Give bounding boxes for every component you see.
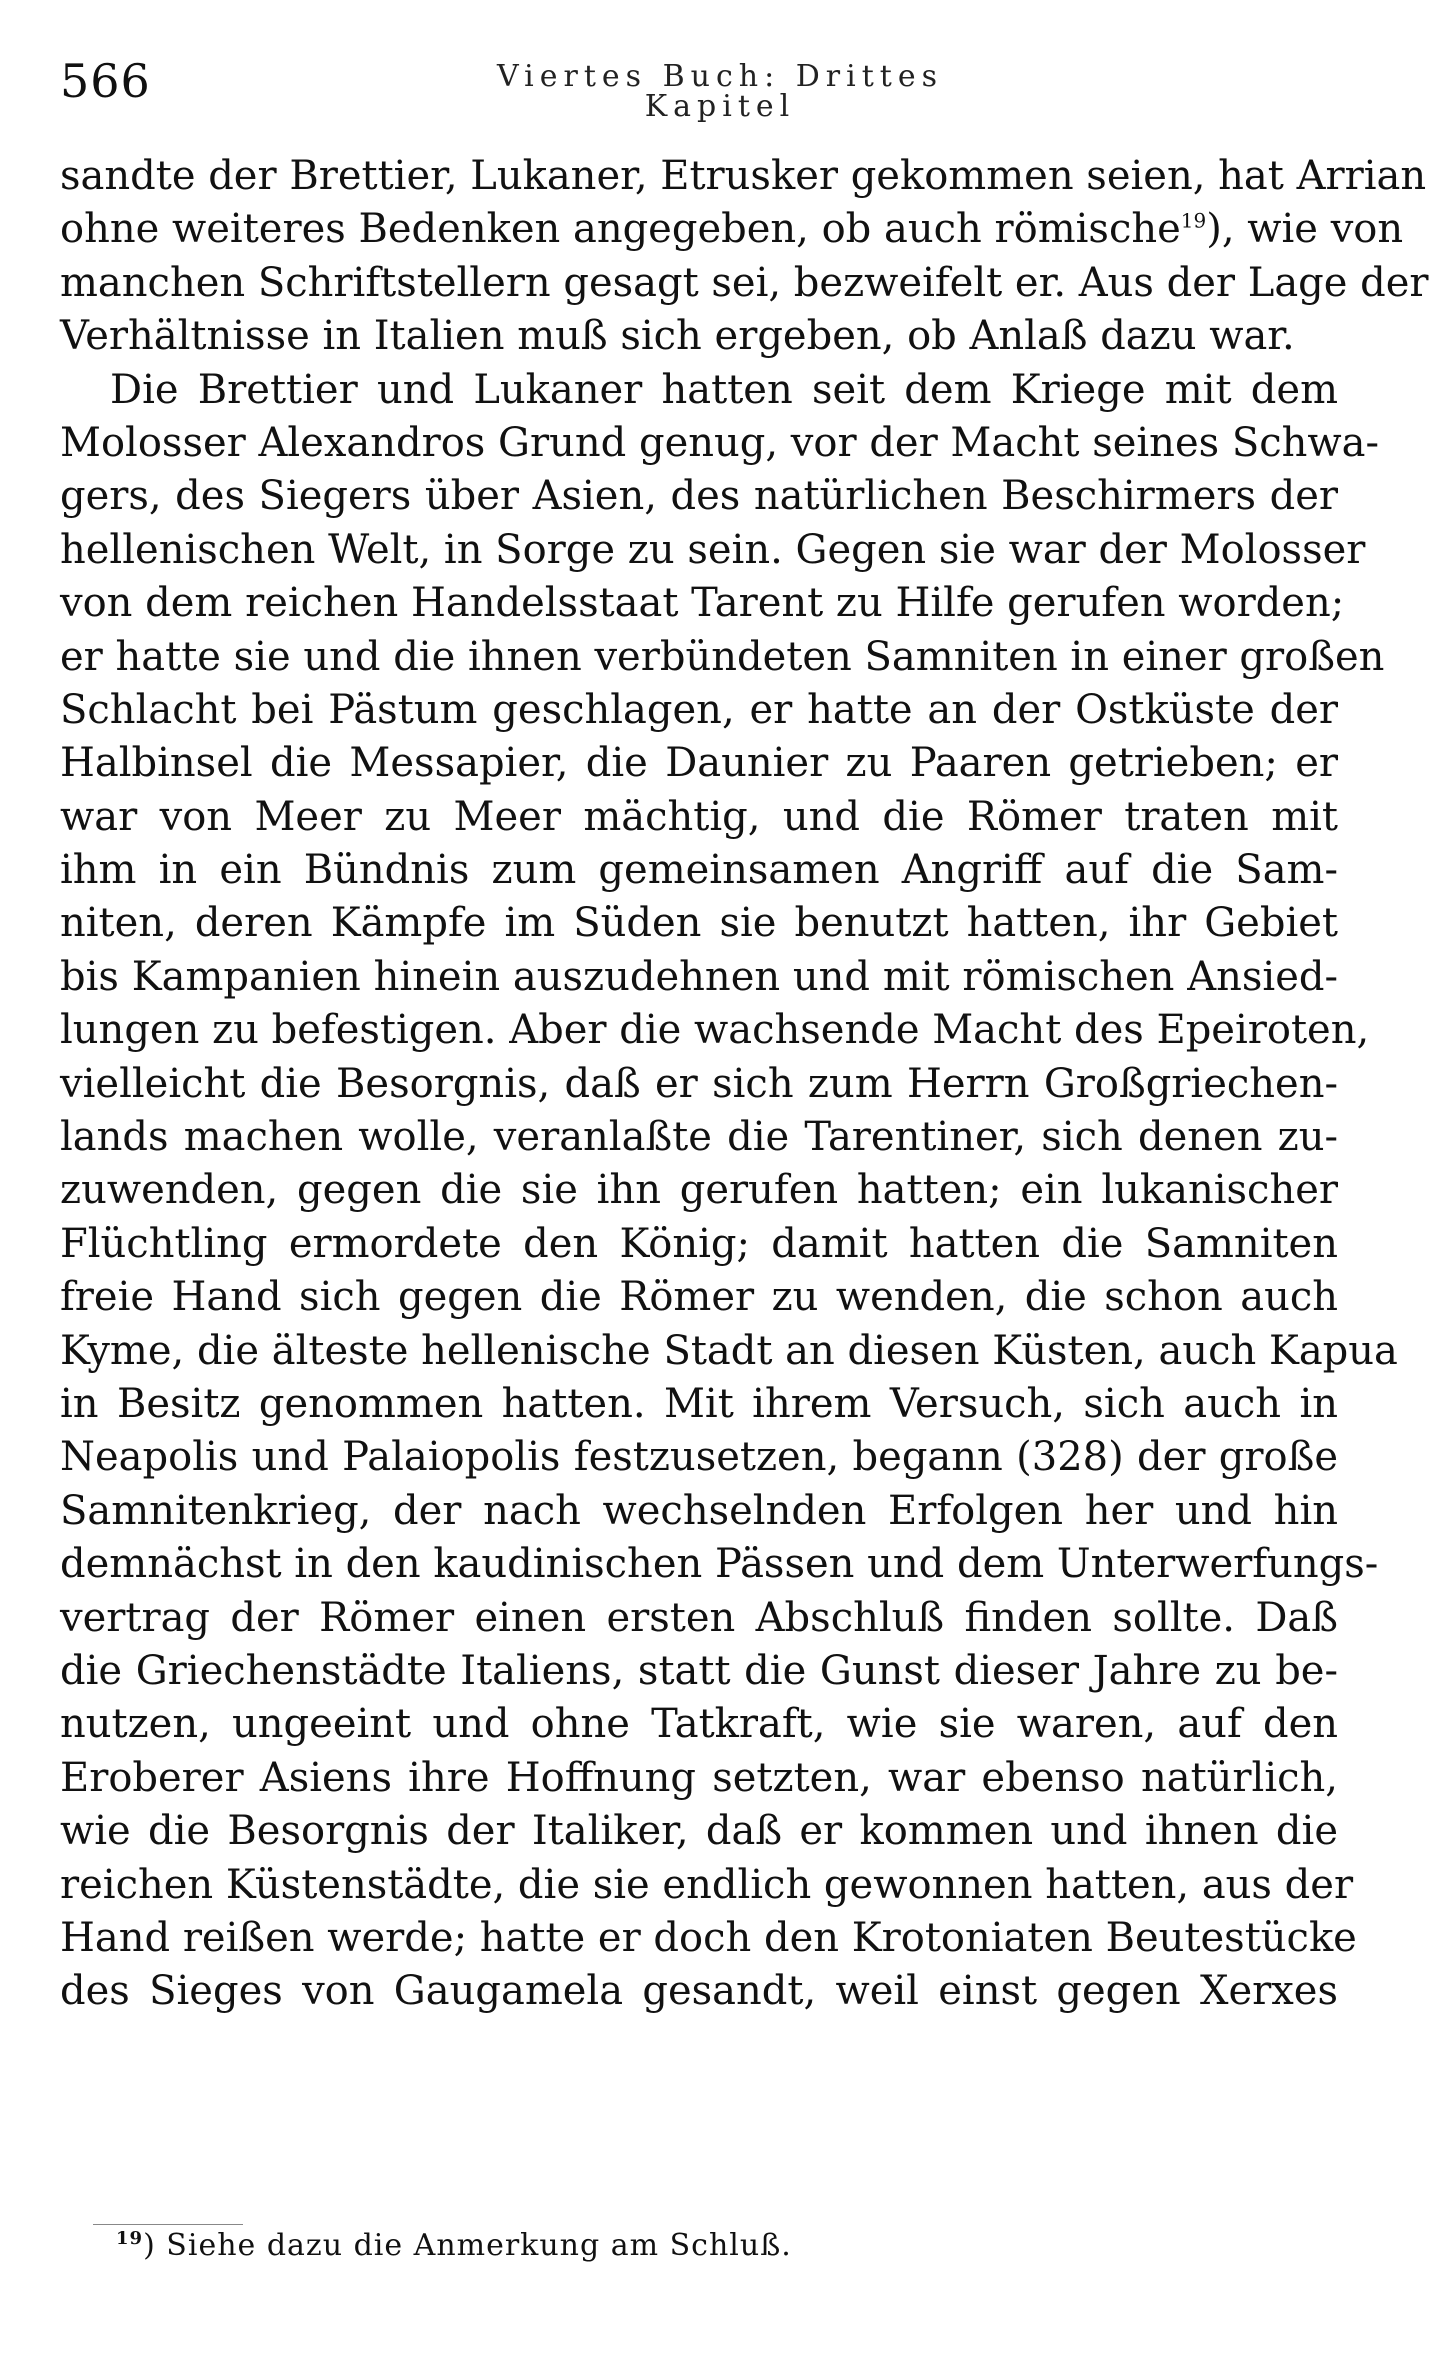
text-line: Schlacht bei Pästum geschlagen, er hatte an der Ostküste der	[60, 686, 1338, 733]
text-line: des Sieges von Gaugamela gesandt, weil einst gegen Xerxes	[60, 1968, 1338, 2015]
text-line: freie Hand sich gegen die Römer zu wenden, die schon auch	[60, 1274, 1338, 1321]
text-line: er hatte sie und die ihnen verbündeten Samniten in einer großen	[60, 633, 1385, 680]
text-line: zuwenden, gegen die sie ihn gerufen hatten; ein lukanischer	[60, 1167, 1338, 1214]
footnote-text: ) Siehe dazu die Anmerkung am Schluß.	[143, 2228, 792, 2263]
text-line: Die Brettier und Lukaner hatten seit dem Kriege mit dem	[110, 366, 1338, 413]
text-line: nutzen, ungeeint und ohne Tatkraft, wie sie waren, auf den	[60, 1701, 1338, 1748]
text-line: niten, deren Kämpfe im Süden sie benutzt hatten, ihr Gebiet	[60, 900, 1338, 947]
text-line-end: ), wie von	[1206, 206, 1404, 253]
text-line: Molosser Alexandros Grund genug, vor der Macht seines Schwa-	[60, 419, 1380, 466]
text-line-start: ohne weiteres Bedenken angegeben, ob auch römische	[60, 206, 1181, 253]
text-line: in Besitz genommen hatten. Mit ihrem Versuch, sich auch in	[60, 1380, 1338, 1427]
text-line: gers, des Siegers über Asien, des natürlichen Beschirmers der	[60, 473, 1338, 520]
footnote-divider	[93, 2224, 243, 2225]
text-line: Eroberer Asiens ihre Hoffnung setzten, war ebenso natürlich,	[60, 1754, 1338, 1801]
footnote-number: 19	[116, 2228, 144, 2249]
text-line: Verhältnisse in Italien muß sich ergeben, ob Anlaß dazu war.	[60, 313, 1295, 360]
text-line: vielleicht die Besorgnis, daß er sich zum Herrn Großgriechen-	[60, 1060, 1338, 1107]
text-line: reichen Küstenstädte, die sie endlich gewonnen hatten, aus der	[60, 1861, 1354, 1908]
text-line: wie die Besorgnis der Italiker, daß er kommen und ihnen die	[60, 1808, 1338, 1855]
text-line: Neapolis und Palaiopolis festzusetzen, begann (328) der große	[60, 1434, 1338, 1481]
text-line: Hand reißen werde; hatte er doch den Krotoniaten Beutestücke	[60, 1914, 1357, 1961]
text-line: manchen Schriftstellern gesagt sei, bezweifelt er. Aus der Lage der	[60, 259, 1429, 306]
footnote-reference: 19	[1180, 209, 1207, 234]
text-line: Halbinsel die Messapier, die Daunier zu Paaren getrieben; er	[60, 740, 1338, 787]
text-line: war von Meer zu Meer mächtig, und die Römer traten mit	[60, 793, 1338, 840]
running-head: Viertes Buch: Drittes Kapitel	[497, 59, 943, 124]
text-line: die Griechenstädte Italiens, statt die Gunst dieser Jahre zu be-	[60, 1647, 1338, 1694]
text-line: sandte der Brettier, Lukaner, Etrusker gekommen seien, hat Arrian	[60, 153, 1427, 199]
body-text	[60, 150, 1429, 2019]
text-line: von dem reichen Handelsstaat Tarent zu Hilfe gerufen worden;	[60, 580, 1345, 627]
text-line: Kyme, die älteste hellenische Stadt an diesen Küsten, auch Kapua	[60, 1327, 1398, 1374]
text-line: ihm in ein Bündnis zum gemeinsamen Angriff auf die Sam-	[60, 847, 1338, 894]
text-line: bis Kampanien hinein auszudehnen und mit römischen Ansied-	[60, 953, 1338, 1000]
footnote	[116, 2226, 792, 2266]
text-line: hellenischen Welt, in Sorge zu sein. Gegen sie war der Molosser	[60, 526, 1366, 573]
text-line: Flüchtling ermordete den König; damit hatten die Samniten	[60, 1220, 1338, 1267]
text-line: vertrag der Römer einen ersten Abschluß finden sollte. Daß	[60, 1594, 1338, 1641]
text-line: demnächst in den kaudinischen Pässen und dem Unterwerfungs-	[60, 1541, 1379, 1588]
text-line: Samnitenkrieg, der nach wechselnden Erfolgen her und hin	[60, 1487, 1338, 1534]
text-line: lands machen wolle, veranlaßte die Tarentiner, sich denen zu-	[60, 1114, 1338, 1161]
page-number: 566	[60, 54, 151, 108]
text-line: lungen zu befestigen. Aber die wachsende Macht des Epeiroten,	[60, 1007, 1370, 1054]
text-line	[60, 203, 1404, 256]
